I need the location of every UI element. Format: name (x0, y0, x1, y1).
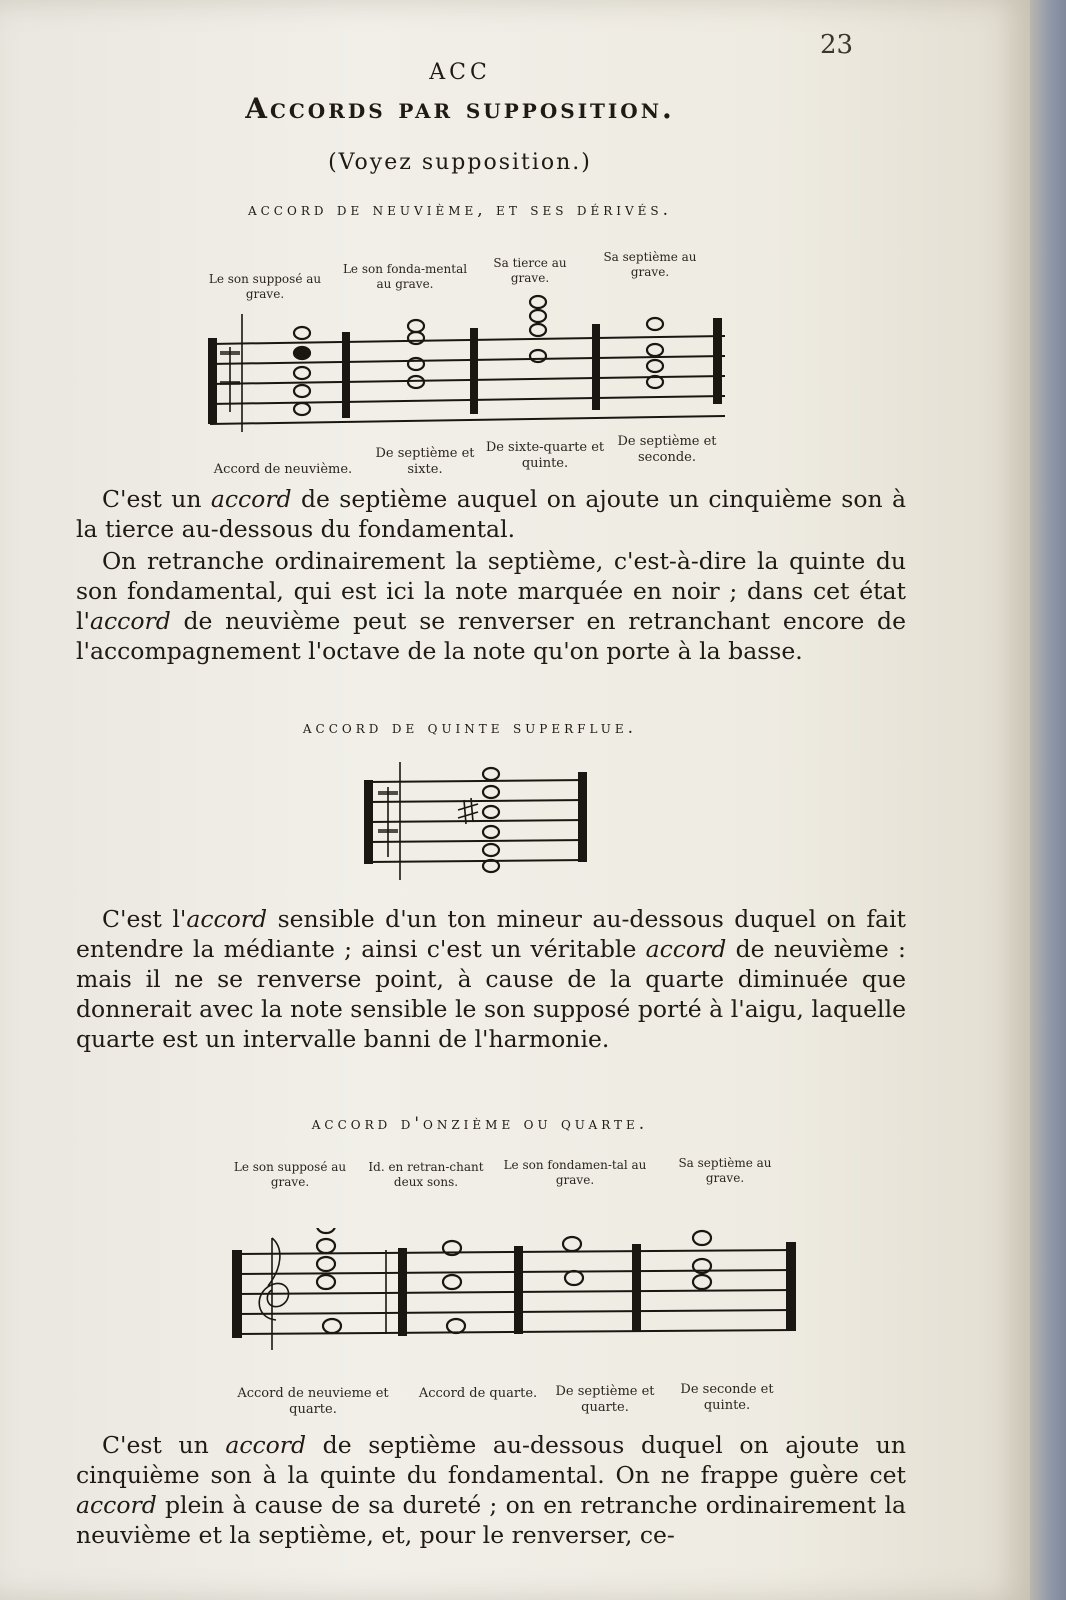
example-caption: Accord de neuvieme et quarte. (237, 1386, 389, 1417)
paragraph: C'est un accord de septième auquel on ajoute un cinquième son à la tierce au-dessous du fondamental. (76, 485, 906, 543)
example-label: Le son fonda-mental au grave. (342, 262, 468, 291)
paragraph: On retranche ordinairement la septième, c'est-à-dire la quinte du son fondamental, qui est ici la note marquée en noir ; dans cet état l'accord de neuvième peut se renverser en retranchant encore de l'accompagnement l'octave de la note qu'on porte à la basse. (76, 547, 906, 665)
example-caption: De sixte-quarte et quinte. (485, 440, 605, 471)
example-caption: De septième et sixte. (375, 446, 475, 477)
section-heading-eleventh: accord d'onzième ou quarte. (311, 1114, 649, 1134)
music-example-augmented-fifth (358, 762, 598, 892)
example-caption: De septième et seconde. (617, 434, 717, 465)
example-label: Sa tierce au grave. (493, 256, 567, 285)
example-label: Le son fondamen-tal au grave. (503, 1158, 647, 1187)
page-number: 23 (820, 30, 854, 60)
section-heading-augmented-fifth: accord de quinte superflue. (302, 718, 638, 738)
example-caption: De seconde et quinte. (680, 1382, 774, 1413)
example-label: Id. en retran-chant deux sons. (368, 1160, 484, 1189)
example-label: Le son supposé au grave. (233, 1160, 347, 1189)
page-subtitle: (Voyez supposition.) (328, 150, 592, 175)
music-example-ninth (200, 292, 740, 442)
paragraph: C'est un accord de septième au-dessous duquel on ajoute un cinquième son à la quinte du fondamental. On ne frappe guère cet accord plein à cause de sa dureté ; on en retranche ordinairement la neuvième et la septième, et, pour le renverser, ce- (76, 1431, 906, 1549)
music-example-eleventh (226, 1228, 806, 1378)
page-title: Accords par supposition. (245, 92, 675, 125)
paragraph: C'est l'accord sensible d'un ton mineur au-dessous duquel on fait entendre la médiante ; ainsi c'est un véritable accord de neuvième : mais il ne se renverse point, à cause de la quarte diminuée que donnerait avec la note sensible le son supposé porté à l'aigu, laquelle quarte est un intervalle banni de l'harmonie. (76, 905, 906, 1053)
example-caption: Accord de neuvième. (213, 462, 353, 477)
example-caption: De septième et quarte. (555, 1384, 655, 1415)
page-edge (1030, 0, 1066, 1600)
example-label: Sa septième au grave. (678, 1156, 772, 1185)
example-caption: Accord de quarte. (418, 1386, 538, 1401)
example-label: Sa septième au grave. (603, 250, 697, 279)
section-heading-ninth: accord de neuvième, et ses dérivés. (247, 200, 673, 220)
running-head: ACC (429, 60, 491, 85)
example-label: Le son supposé au grave. (208, 272, 322, 301)
